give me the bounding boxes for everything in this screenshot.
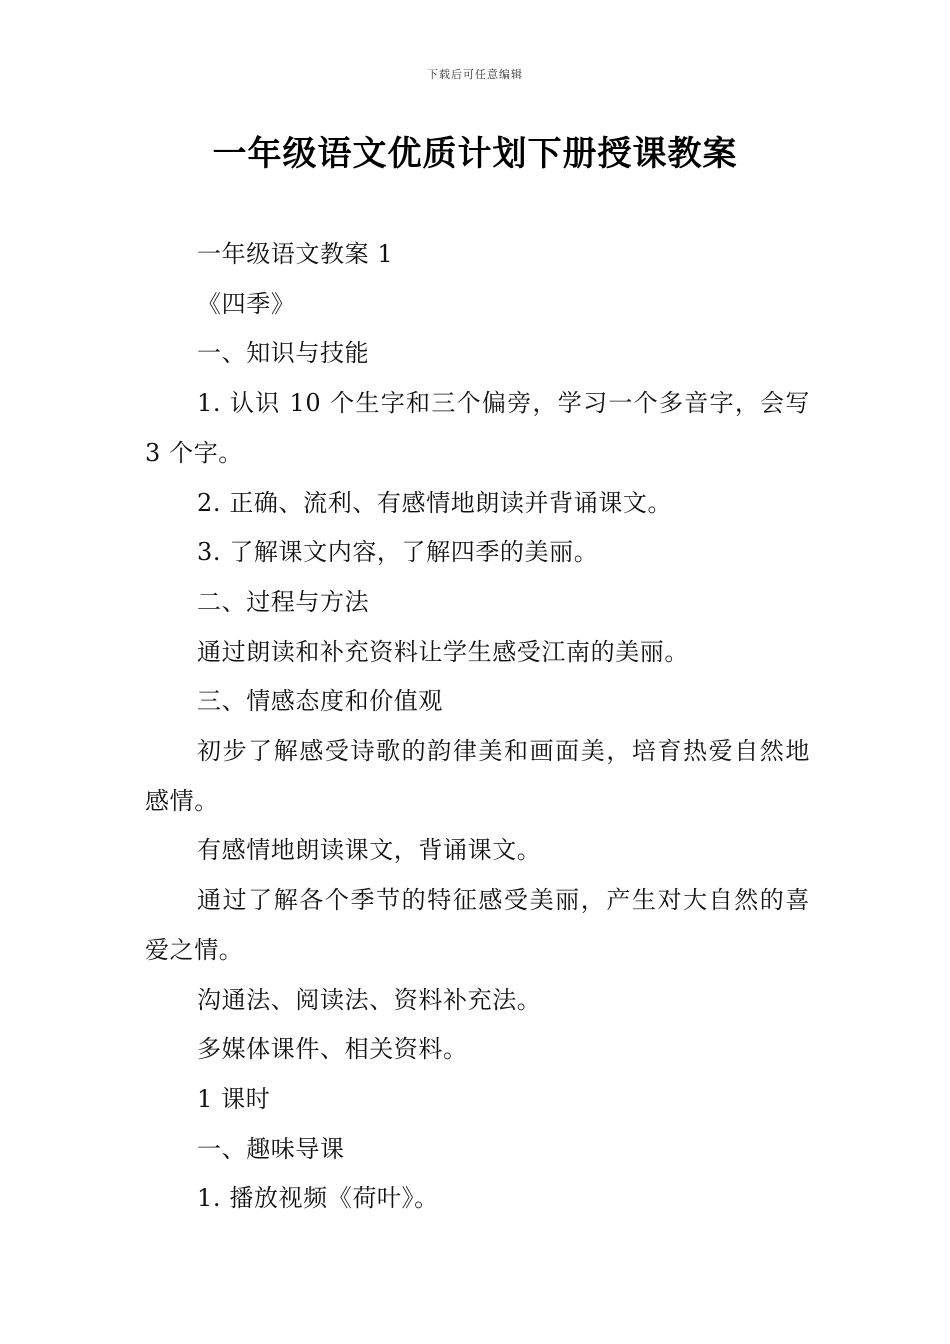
paragraph-lesson-heading: 一年级语文教案 1	[197, 240, 394, 268]
paragraph-values-text: 初步了解感受诗歌的韵律美和画面美，培育热爱自然地感情。	[145, 737, 810, 815]
paragraph-text-title: 《四季》	[197, 289, 296, 318]
paragraph-section-process: 二、过程与方法	[197, 587, 370, 616]
paragraph-intro-step-1: 1. 播放视频《荷叶》。	[197, 1184, 439, 1213]
document-body	[145, 230, 810, 1224]
paragraph-process-text: 通过朗读和补充资料让学生感受江南的美丽。	[197, 637, 689, 666]
paragraph-section-knowledge: 一、知识与技能	[197, 339, 370, 368]
paragraph-goal-1: 1. 认识 10 个生字和三个偏旁，学习一个多音字，会写 3 个字。	[145, 389, 810, 467]
paragraph-goal-3: 3. 了解课文内容，了解四季的美丽。	[197, 538, 599, 567]
paragraph-key-point: 有感情地朗读课文，背诵课文。	[197, 836, 542, 865]
paragraph-section-values: 三、情感态度和价值观	[197, 687, 443, 716]
paragraph-methods: 沟通法、阅读法、资料补充法。	[197, 985, 542, 1014]
paragraph-duration: 1 课时	[197, 1084, 271, 1113]
paragraph-goal-2: 2. 正确、流利、有感情地朗读并背诵课文。	[197, 488, 673, 517]
paragraph-difficulty: 通过了解各个季节的特征感受美丽，产生对大自然的喜爱之情。	[145, 886, 810, 964]
header-note: 下载后可任意编辑	[427, 68, 523, 81]
document-title: 一年级语文优质计划下册授课教案	[212, 134, 738, 174]
paragraph-materials: 多媒体课件、相关资料。	[197, 1035, 468, 1064]
paragraph-section-intro: 一、趣味导课	[197, 1134, 345, 1163]
